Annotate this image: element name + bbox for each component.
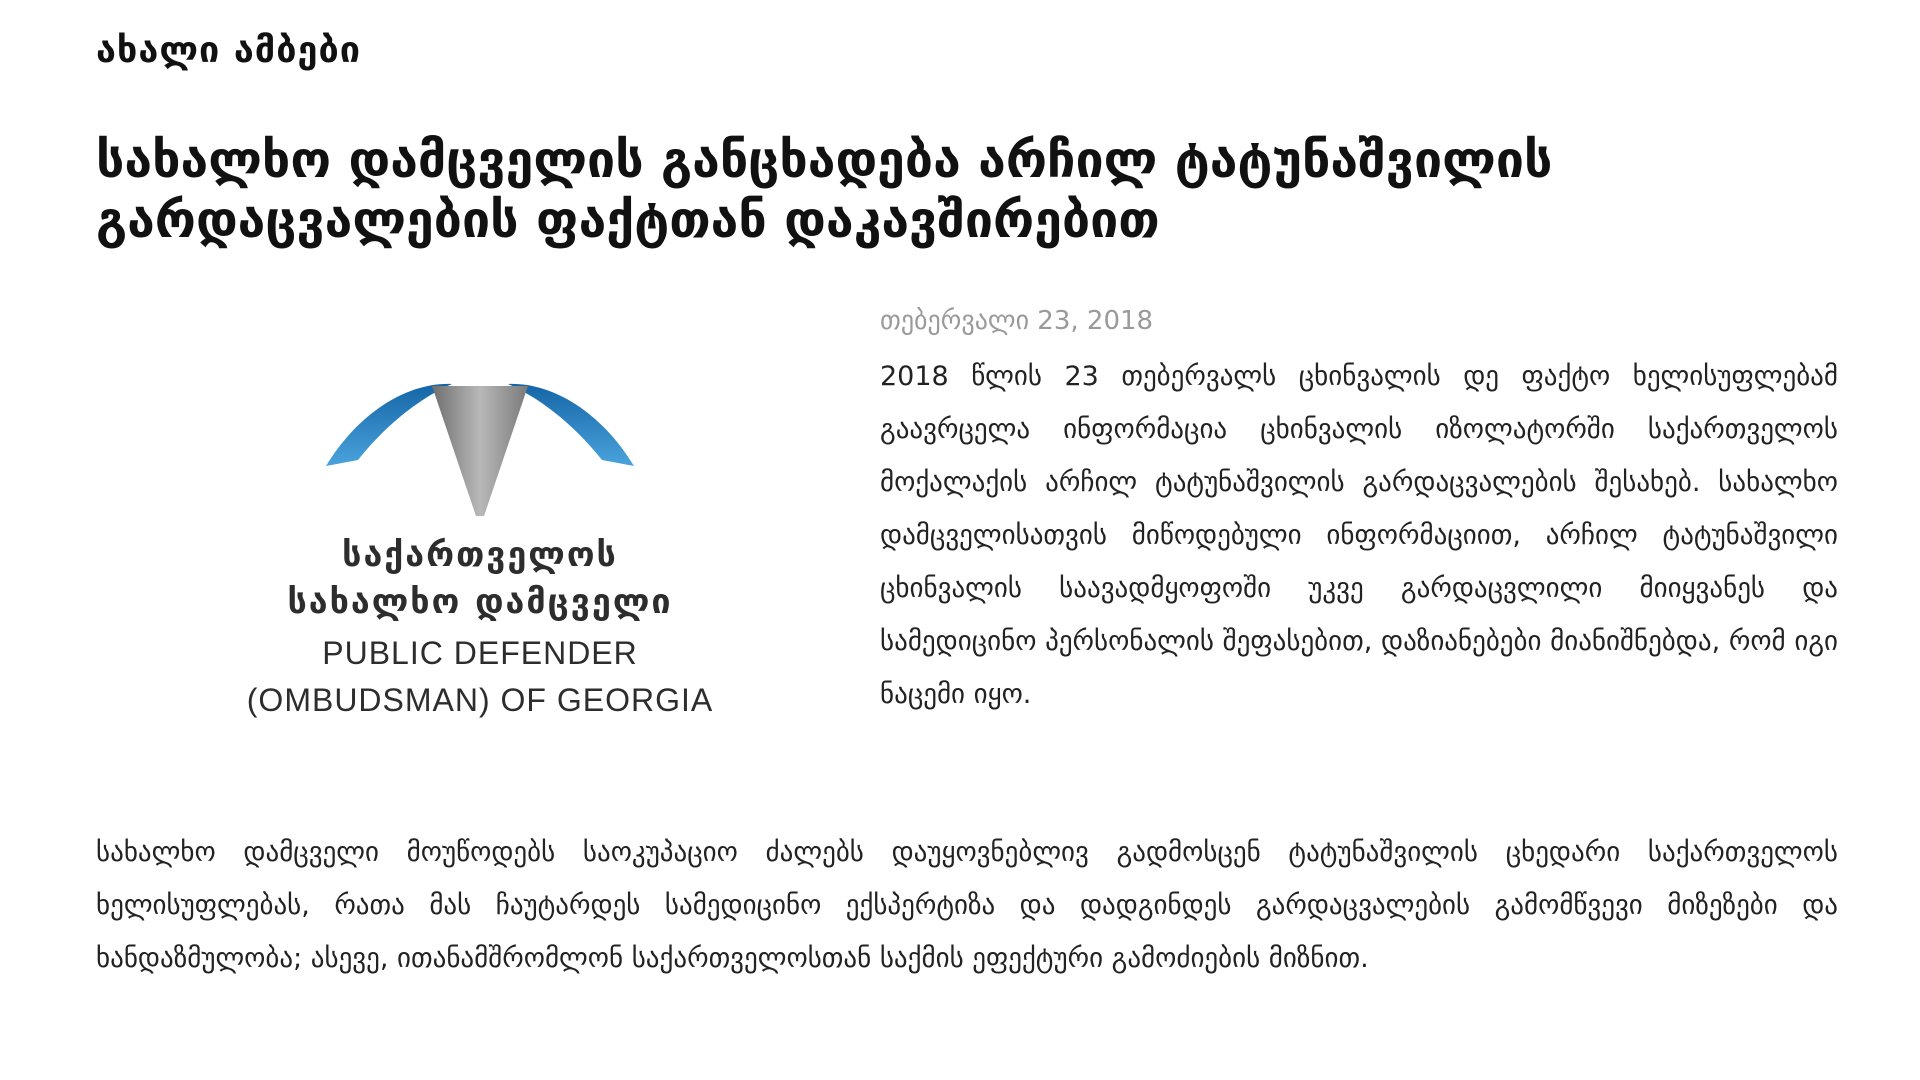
logo-text-public-defender: PUBLIC DEFENDER <box>322 635 638 671</box>
section-label[interactable]: ახალი ამბები <box>96 30 362 71</box>
logo-text-georgia-ka: საქართველოს <box>342 535 618 575</box>
ombudsman-emblem-icon <box>320 370 640 520</box>
logo-text-ombudsman: (OMBUDSMAN) OF GEORGIA <box>246 682 714 718</box>
center-arrow <box>432 386 528 516</box>
article-headline: სახალხო დამცველის განცხადება არჩილ ტატუნაშვილის გარდაცვალების ფაქტთან დაკავშირებით <box>96 131 1553 249</box>
left-wing <box>326 384 452 466</box>
right-wing <box>508 384 634 466</box>
article-lead-paragraph: 2018 წლის 23 თებერვალს ცხინვალის დე ფაქტო ხელისუფლებამ გაავრცელა ინფორმაცია ცხინვალის იზოლატორში საქართველოს მოქალაქის არჩილ ტატუნაშვილის გარდაცვალების შესახებ. სახალხო დამცველისათვის მიწოდებული ინფორმაციით, არჩილ ტატუნაშვილი ცხინვალის საავადმყოფოში უკვე გარდაცვლილი მიიყვანეს და სამედიცინო პერსონალის შეფასებით, დაზიანებები მიანიშნებდა, რომ იგი ნაცემი იყო. <box>880 361 1838 710</box>
public-defender-logo <box>200 370 760 740</box>
logo-text-defender-ka: სახალხო დამცველი <box>287 582 673 622</box>
article-date: თებერვალი 23, 2018 <box>880 306 1154 336</box>
article-body-paragraph: სახალხო დამცველი მოუწოდებს საოკუპაციო ძალებს დაუყოვნებლივ გადმოსცენ ტატუნაშვილის ცხედარი საქართველოს ხელისუფლებას, რათა მას ჩაუტარდეს სამედიცინო ექსპერტიზა და დადგინდეს გარდაცვალების გამომწვევი მიზეზები და ხანდაზმულობა; ასევე, ითანამშრომლონ საქართველოსთან საქმის ეფექტური გამოძიების მიზნით. <box>96 837 1838 974</box>
